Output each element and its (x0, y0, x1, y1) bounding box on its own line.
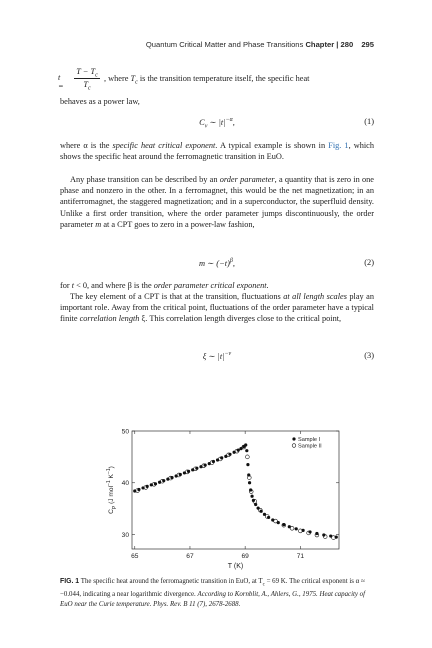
data-point-sample-i (141, 486, 144, 489)
data-point-sample-i (224, 455, 227, 458)
y-tick-label: 30 (121, 531, 129, 539)
data-point-sample-i (146, 485, 149, 488)
data-point-sample-i (244, 443, 247, 446)
data-point-sample-i (250, 495, 253, 498)
running-head: Quantum Critical Matter and Phase Transitions Chapter | 280 295 (145, 40, 374, 49)
equation-3-number: (3) (364, 351, 374, 360)
x-tick-label: 69 (241, 553, 249, 560)
data-point-sample-i (220, 456, 223, 459)
equation-1-number: (1) (364, 117, 374, 126)
data-point-sample-i (228, 453, 231, 456)
paragraph-beta: for t < 0, and where β is the order parameter critical exponent. (60, 281, 269, 290)
running-head-chapter-number: 280 (340, 40, 354, 49)
data-point-sample-i (208, 462, 211, 465)
data-point-sample-i (288, 525, 291, 528)
data-point-sample-i (322, 533, 325, 536)
page-number: 295 (361, 40, 374, 49)
data-point-sample-i (191, 468, 194, 471)
t-definition-text: , where $T_c$ is the transition temperature itself, the specific heat (104, 74, 310, 86)
data-point-sample-i (154, 482, 157, 485)
data-point-sample-i (263, 513, 266, 516)
equation-2-body: m ∼ $(-t)^\beta$, (199, 258, 235, 268)
data-point-sample-i (295, 527, 298, 530)
data-point-sample-i (257, 507, 260, 510)
y-tick-label: 50 (121, 428, 129, 436)
data-point-sample-i (170, 476, 173, 479)
running-head-title: Quantum Critical Matter and Phase Transitions (145, 40, 304, 49)
data-point-sample-i (162, 479, 165, 482)
data-point-sample-i (335, 535, 338, 538)
fraction-denominator: $T_c$ (83, 80, 91, 92)
data-point-sample-i (216, 458, 219, 461)
caption-citation: According to Kornblit, A., Ahlers, G., 1975. Heat capacity of EuO near the Curie temperature. Phys. Rev. B 11 (7), 2678-2688. (60, 590, 366, 608)
caption-text: The specific heat around the ferromagnetic transition in EuO, at $T_c = 69$ K. The critical exponent is α ≈ −0.044, indicating a near logarithmic divergence. According to Kornblit, A., Ahlers, G., 1975. Heat capacity of EuO near the Curie temperature. Phys. Rev. B 11 (7), 2678-2688. (60, 578, 366, 608)
x-tick-label: 65 (131, 553, 139, 560)
data-point-sample-i (249, 488, 252, 491)
paragraph-order-parameter: Any phase transition can be described by an order parameter, a quantity that is zero in one phase and nonzero in the other. In a ferromagnet, this would be the net magnetization; in an antiferromagnet, the staggered magnetization; and in a superconductor, the superfluid density. Unlike a first order transition, where the order parameter jumps discontinuously, the order parameter m at a CPT goes to zero in a power-law fashion, (60, 175, 374, 229)
data-point-sample-i (315, 532, 318, 535)
data-point-sample-i (308, 530, 311, 533)
data-point-sample-i (133, 489, 136, 492)
data-point-sample-i (245, 449, 248, 452)
data-point-sample-i (195, 467, 198, 470)
fraction-bar (74, 78, 100, 79)
equation-3-body: ξ ∼ $|t|^{-\nu}$ (202, 351, 232, 361)
fraction-numerator: $T - T_c$ (76, 67, 98, 79)
data-point-sample-i (158, 481, 161, 484)
data-point-sample-i (233, 451, 236, 454)
data-point-sample-i (254, 503, 257, 506)
t-definition-lhs: t = (58, 73, 64, 91)
equation-1-body: $C_v$ ∼ $|t|^{-\alpha}$, (199, 117, 235, 130)
y-axis-label: $C_P$ (J mol$^{-1}$ $K^{-1}$) (106, 466, 118, 514)
y-tick-label: 40 (121, 480, 129, 488)
data-point-sample-i (247, 473, 250, 476)
data-point-sample-i (175, 474, 178, 477)
data-point-sample-i (212, 460, 215, 463)
data-point-sample-i (302, 529, 305, 532)
equation-2-number: (2) (364, 258, 374, 267)
power-law-intro: behaves as a power law, (60, 97, 140, 106)
data-point-sample-i (150, 483, 153, 486)
paragraph-fluctuations: The key element of a CPT is that at the transition, fluctuations at all length scales play an important role. Away from the critical point, fluctuations of the order parameter have a typical finite correlation length ξ. This correlation length diverges close to the critical point, (60, 292, 374, 324)
data-point-sample-i (179, 473, 182, 476)
data-point-sample-i (252, 499, 255, 502)
x-tick-label: 67 (186, 553, 194, 560)
data-point-sample-i (246, 463, 249, 466)
data-point-sample-i (166, 478, 169, 481)
data-point-sample-i (271, 518, 274, 521)
data-point-sample-i (277, 521, 280, 524)
data-point-sample-i (137, 488, 140, 491)
data-point-sample-i (239, 447, 242, 450)
data-point-sample-i (248, 481, 251, 484)
data-point-sample-i (199, 465, 202, 468)
data-point-sample-i (183, 471, 186, 474)
x-axis-label: T (K) (227, 563, 244, 570)
paragraph-specific-heat: where α is the specific heat critical exponent. A typical example is shown in Fig. 1, which shows the specific heat around the ferromagnetic transition in EuO. (60, 141, 374, 162)
data-point-sample-i (187, 470, 190, 473)
legend-entry: Sample I (298, 437, 321, 443)
data-point-sample-i (237, 449, 240, 452)
running-head-chapter-label: Chapter (305, 40, 335, 49)
legend-marker (292, 437, 295, 440)
figure-caption (60, 577, 374, 609)
data-point-sample-i (329, 534, 332, 537)
data-point-sample-i (282, 523, 285, 526)
x-tick-label: 71 (296, 553, 305, 560)
specific-heat-chart (105, 424, 345, 572)
data-point-sample-i (260, 510, 263, 513)
legend-entry: Sample II (298, 443, 322, 450)
data-point-sample-i (204, 464, 207, 467)
data-point-sample-i (267, 516, 270, 519)
figure-1-link[interactable]: Fig. 1 (328, 141, 349, 150)
figure-label: FIG. 1 (60, 578, 80, 585)
